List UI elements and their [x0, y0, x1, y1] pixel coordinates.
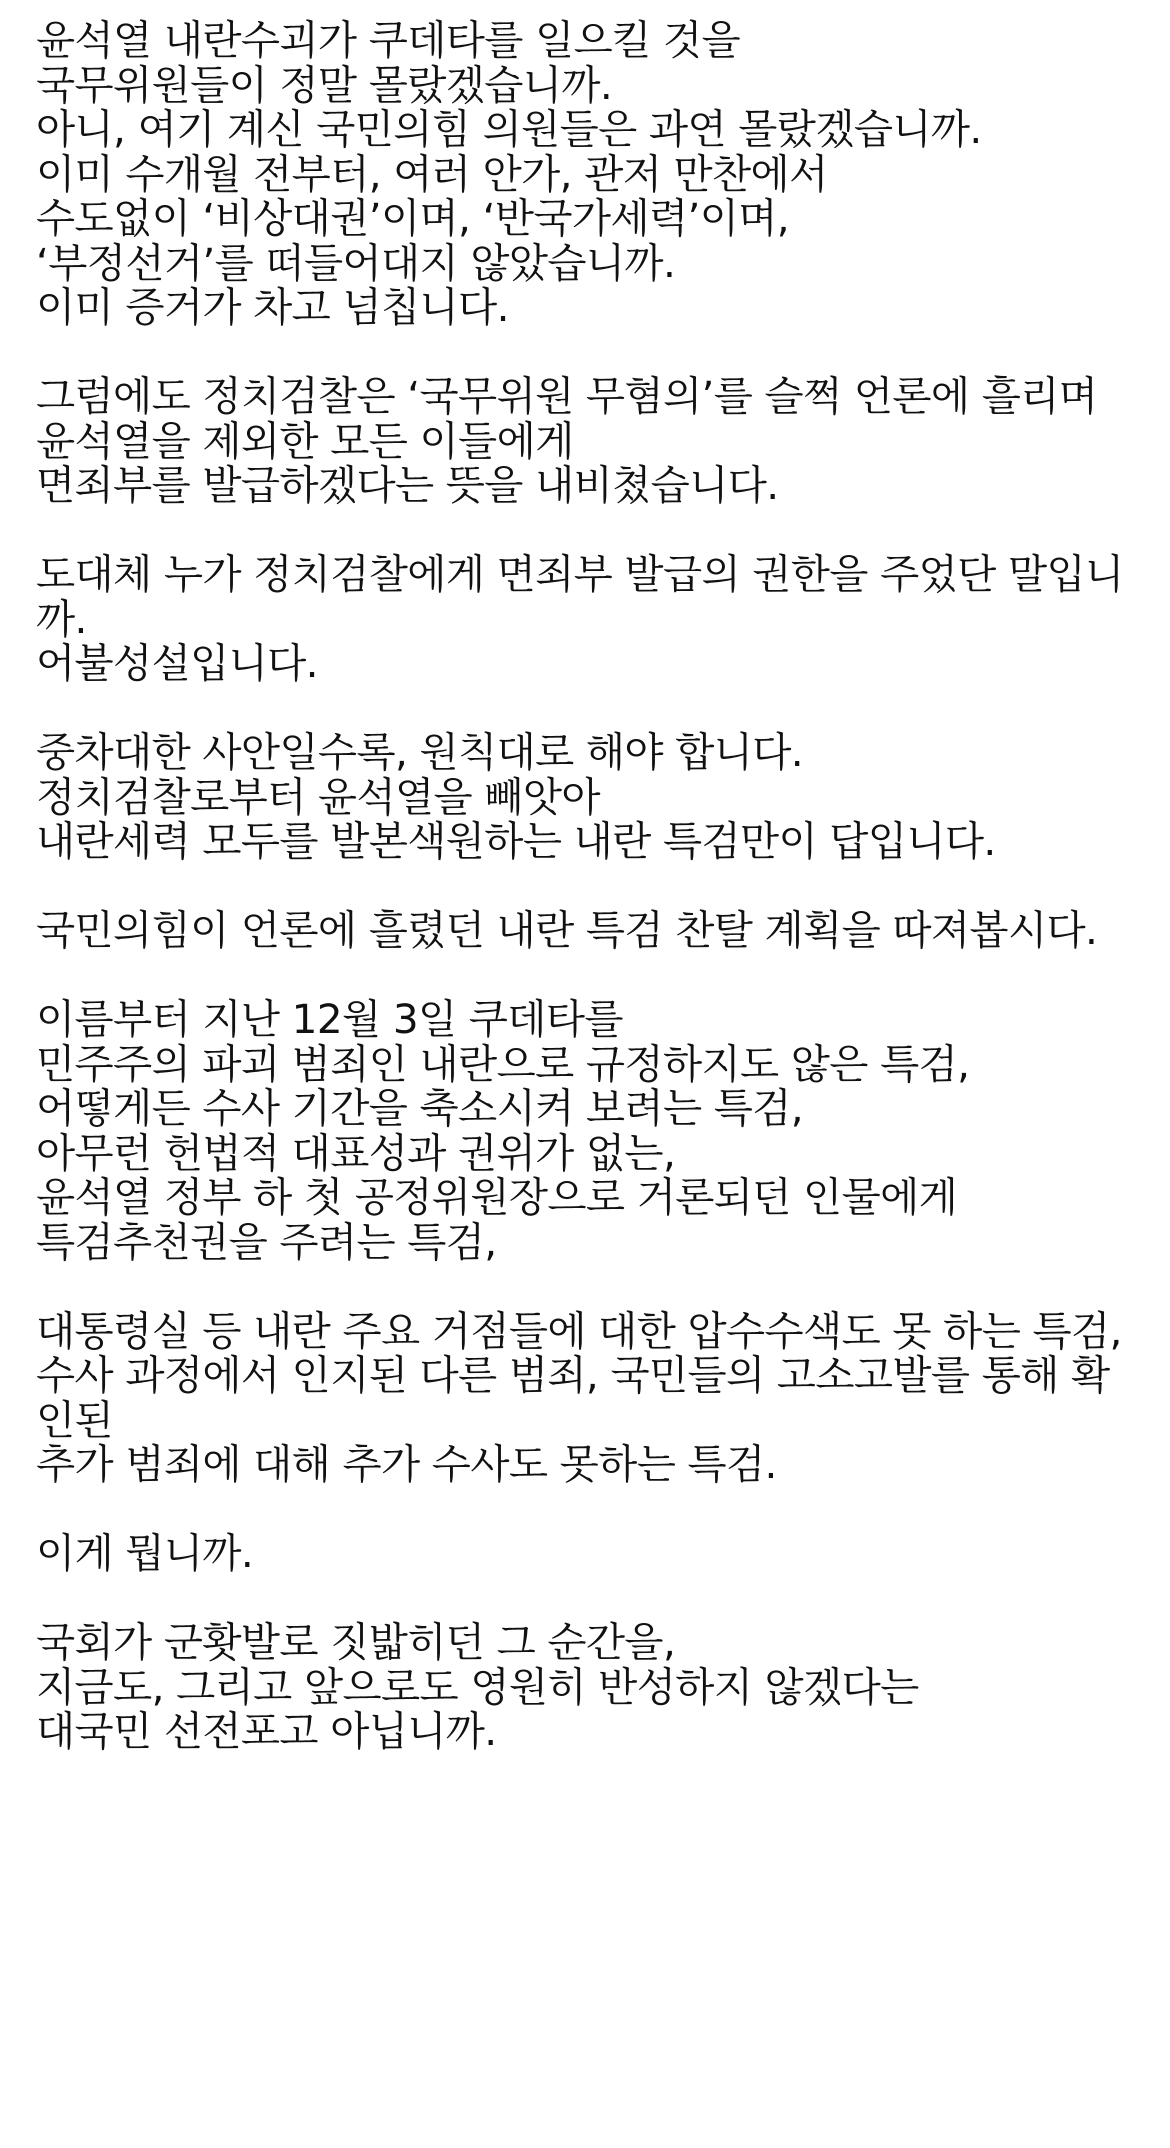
text-line: 아무런 헌법적 대표성과 권위가 없는, — [36, 1128, 676, 1177]
paragraph-gap — [36, 1264, 1146, 1309]
text-line: 어불성설입니다. — [36, 639, 318, 687]
paragraph-gap — [36, 508, 1146, 553]
text-line: 민주주의 파괴 범죄인 내란으로 규정하지도 않은 특검, — [36, 1039, 970, 1088]
text-line: 중차대한 사안일수록, 원칙대로 해야 합니다. — [36, 728, 804, 776]
text-line: 면죄부를 발급하겠다는 뜻을 내비쳤습니다. — [36, 461, 779, 509]
paragraph — [36, 1306, 1146, 1488]
text-line: 추가 범죄에 대해 추가 수사도 못하는 특검. — [36, 1440, 777, 1488]
text-line: 특검추천권을 주려는 특검, — [36, 1217, 497, 1266]
text-line: 까. — [36, 594, 87, 643]
paragraph-gap — [36, 1576, 1146, 1621]
text-line: 지금도, 그리고 앞으로도 영원히 반성하지 않겠다는 — [36, 1662, 919, 1711]
text-line: 대국민 선전포고 아닙니까. — [36, 1707, 497, 1755]
text-line: 아니, 여기 계신 국민의힘 의원들은 과연 몰랐겠습니까. — [36, 105, 982, 153]
text-line: 이게 뭡니까. — [36, 1529, 254, 1577]
text-line: 정치검찰로부터 윤석열을 빼앗아 — [36, 772, 600, 821]
text-line: 어떻게든 수사 기간을 축소시켜 보려는 특검, — [36, 1084, 804, 1132]
text-line: 이미 증거가 차고 넘칩니다. — [36, 283, 509, 331]
paragraph — [36, 730, 1146, 864]
text-line: 국민의힘이 언론에 흘렸던 내란 특검 찬탈 계획을 따져봅시다. — [36, 906, 1098, 954]
text-line: 윤석열 내란수괴가 쿠데타를 일으킬 것을 — [36, 16, 740, 64]
text-line: 도대체 누가 정치검찰에게 면죄부 발급의 권한을 주었단 말입니 — [36, 550, 1124, 598]
paragraph-gap — [36, 1487, 1146, 1532]
text-line: 국무위원들이 정말 몰랐겠습니까. — [36, 60, 613, 109]
paragraph — [36, 552, 1146, 686]
paragraph — [36, 997, 1146, 1264]
paragraph-gap — [36, 330, 1146, 375]
paragraph — [36, 18, 1146, 330]
paragraph — [36, 908, 1146, 953]
text-line: 수사 과정에서 인지된 다른 범죄, 국민들의 고소고발를 통해 확 — [36, 1351, 1110, 1399]
text-line: 내란세력 모두를 발본색원하는 내란 특검만이 답입니다. — [36, 817, 996, 865]
text-line: 인된 — [36, 1395, 114, 1444]
text-line: 국회가 군홧발로 짓밟히던 그 순간을, — [36, 1618, 676, 1666]
paragraph — [36, 1620, 1146, 1754]
text-line: 이미 수개월 전부터, 여러 안가, 관저 만찬에서 — [36, 149, 828, 198]
text-line: ‘부정선거’를 떠들어대지 않았습니까. — [36, 238, 676, 287]
paragraph-gap — [36, 864, 1146, 909]
text-line: 이름부터 지난 12월 3일 쿠데타를 — [36, 995, 623, 1043]
text-line: 그럼에도 정치검찰은 ‘국무위원 무혐의’를 슬쩍 언론에 흘리며 — [36, 372, 1098, 420]
text-line: 대통령실 등 내란 주요 거점들에 대한 압수수색도 못 하는 특검, — [36, 1306, 1122, 1355]
paragraph-gap — [36, 686, 1146, 731]
text-line: 수도없이 ‘비상대권’이며, ‘반국가세력’이며, — [36, 194, 790, 242]
paragraph-gap — [36, 953, 1146, 998]
paragraph — [36, 374, 1146, 508]
text-line: 윤석열을 제외한 모든 이들에게 — [36, 416, 574, 465]
post-body — [36, 18, 1146, 1754]
text-line: 윤석열 정부 하 첫 공정위원장으로 거론되던 인물에게 — [36, 1173, 958, 1221]
paragraph — [36, 1531, 1146, 1576]
